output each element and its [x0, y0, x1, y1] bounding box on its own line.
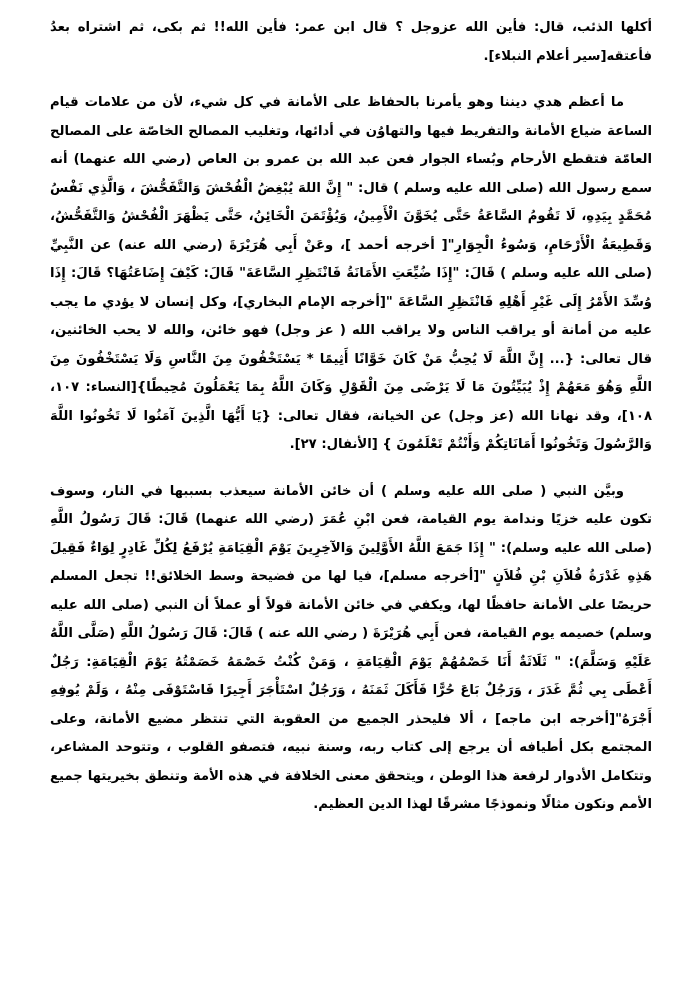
- paragraph-2: ما أعظم هدي ديننا وهو يأمرنا بالحفاظ على الأمانة في كل شيء، لأن من علامات قيام الساعة ضياع الأمانة والتفريط فيها والتهاوُن في أدائها، وتغليب المصالح الخاصّة على المصالح العامّة فتقطع الأرحام وبُساء الجوار فعن عبد الله بن عمرو بن العاص (رضي الله عنهما) أنه سمع رسول الله (صلى الله عليه وسلم ) قال: " إِنَّ اللهَ يُبْغِضُ الْفُحْشَ وَالتَّفَحُّشَ ، وَالَّذِي نَفْسُ مُحَمَّدٍ بِيَدِهِ، لَا تَقُومُ السَّاعَةُ حَتَّى يُخَوَّنَ الْأَمِينُ، وَيُؤْتَمَنَ الْخَائِنُ، حَتَّى يَظْهَرَ الْفُحْشُ وَالتَّفَحُّشُ، وَقَطِيعَةُ الْأَرْحَامِ، وَسُوءُ الْجِوَارِ"[ أخرجه أحمد ]، وعَنْ أَبِي هُرَيْرَةَ (رضي الله عنه) عن النَّبِيِّ (صلى الله عليه وسلم ) قَالَ: "إِذَا ضُيِّعَتِ الأَمَانَةُ فَانْتَظِرِ السَّاعَةَ" قَالَ: كَيْفَ إِضَاعَتُهَا؟ قَالَ: إِذَا وُسِّدَ الأَمْرُ إِلَى غَيْرِ أَهْلِهِ فَانْتَظِرِ السَّاعَةَ "[أخرجه الإمام البخاري]، وكل إنسان لا يؤدي ما يجب عليه من أمانة أو يراقب الناس ولا يراقب الله ( عز وجل) فهو خائن، والله لا يحب الخائنين، قال تعالى: {... إِنَّ اللَّهَ لَا يُحِبُّ مَنْ كَانَ خَوَّانًا أَثِيمًا * يَسْتَخْفُونَ مِنَ النَّاسِ وَلَا يَسْتَخْفُونَ مِنَ اللَّهِ وَهُوَ مَعَهُمْ إِذْ يُبَيِّتُونَ مَا لَا يَرْضَى مِنَ الْقَوْلِ وَكَانَ اللَّهُ بِمَا يَعْمَلُونَ مُحِيطًا}[النساء: ١٠٧، ١٠٨]، وقد نهانا الله (عز وجل) عن الخيانة، فقال تعالى: {يَا أَيُّهَا الَّذِينَ آمَنُوا لَا تَخُونُوا اللَّهَ وَالرَّسُولَ وَتَخُونُوا أَمَانَاتِكُمْ وَأَنْتُمْ تَعْلَمُونَ } [الأنفال: ٢٧].: [50, 95, 652, 452]
- paragraph-1: أكلها الذئب، قال: فأين الله عزوجل ؟ قال ابن عمر: فأين الله!! ثم بكى، ثم اشتراه بعدُ فأعتقه[سير أعلام النبلاء].: [50, 20, 652, 64]
- paragraph-3: وبيَّن النبي ( صلى الله عليه وسلم ) أن خائن الأمانة سيعذب بسببها في النار، وسوف تكون عليه خزيًا وندامة يوم القيامة، فعن ابْنِ عُمَرَ (رضي الله عنهما) قَالَ: قَالَ رَسُولُ اللَّهِ (صلى الله عليه وسلم): " إِذَا جَمَعَ اللَّهُ الأَوَّلِينَ وَالآخِرِينَ يَوْمَ الْقِيَامَةِ يُرْفَعُ لِكُلِّ غَادِرٍ لِوَاءٌ فَقِيلَ هَذِهِ غَدْرَةُ فُلاَنِ بْنِ فُلاَنٍ "[أخرجه مسلم]، فيا لها من فضيحة وسط الخلائق!! تجعل المسلم حريصًا على الأمانة حافظًا لها، ويكفي في خائن الأمانة قولاً أو عملاً أن النبي (صلى الله عليه وسلم) خصيمه يوم القيامة، فعن أَبِي هُرَيْرَةَ ( رضي الله عنه ) قَالَ: قَالَ رَسُولُ اللَّهِ (صَلَّى اللَّهُ عَلَيْهِ وَسَلَّمَ): " ثَلَاثَةٌ أَنَا خَصْمُهُمْ يَوْمَ الْقِيَامَةِ ، وَمَنْ كُنْتُ خَصْمَهُ خَصَمْتُهُ يَوْمَ الْقِيَامَةِ: رَجُلٌ أَعْطَى بِي ثُمَّ غَدَرَ ، وَرَجُلٌ بَاعَ حُرًّا فَأَكَلَ ثَمَنَهُ ، وَرَجُلٌ اسْتَأْجَرَ أَجِيرًا فَاسْتَوْفَى مِنْهُ ، وَلَمْ يُوفِهِ أَجْرَهُ"[أخرجه ابن ماجه] ، ألا فليحذر الجميع من العقوبة التي تنتظر مضيع الأمانة، وعلى المجتمع بكل أطيافه أن يرجع إلى كتاب ربه، وسنة نبيه، فتصفو القلوب ، وتتوحد المشاعر، وتتكامل الأدوار لرفعة هذا الوطن ، ويتحقق معنى الخلافة في هذه الأمة وتنطق بخيريتها جميع الأمم ونكون مثالًا ونموذجًا مشرقًا لهذا الدين العظيم.: [50, 483, 652, 812]
